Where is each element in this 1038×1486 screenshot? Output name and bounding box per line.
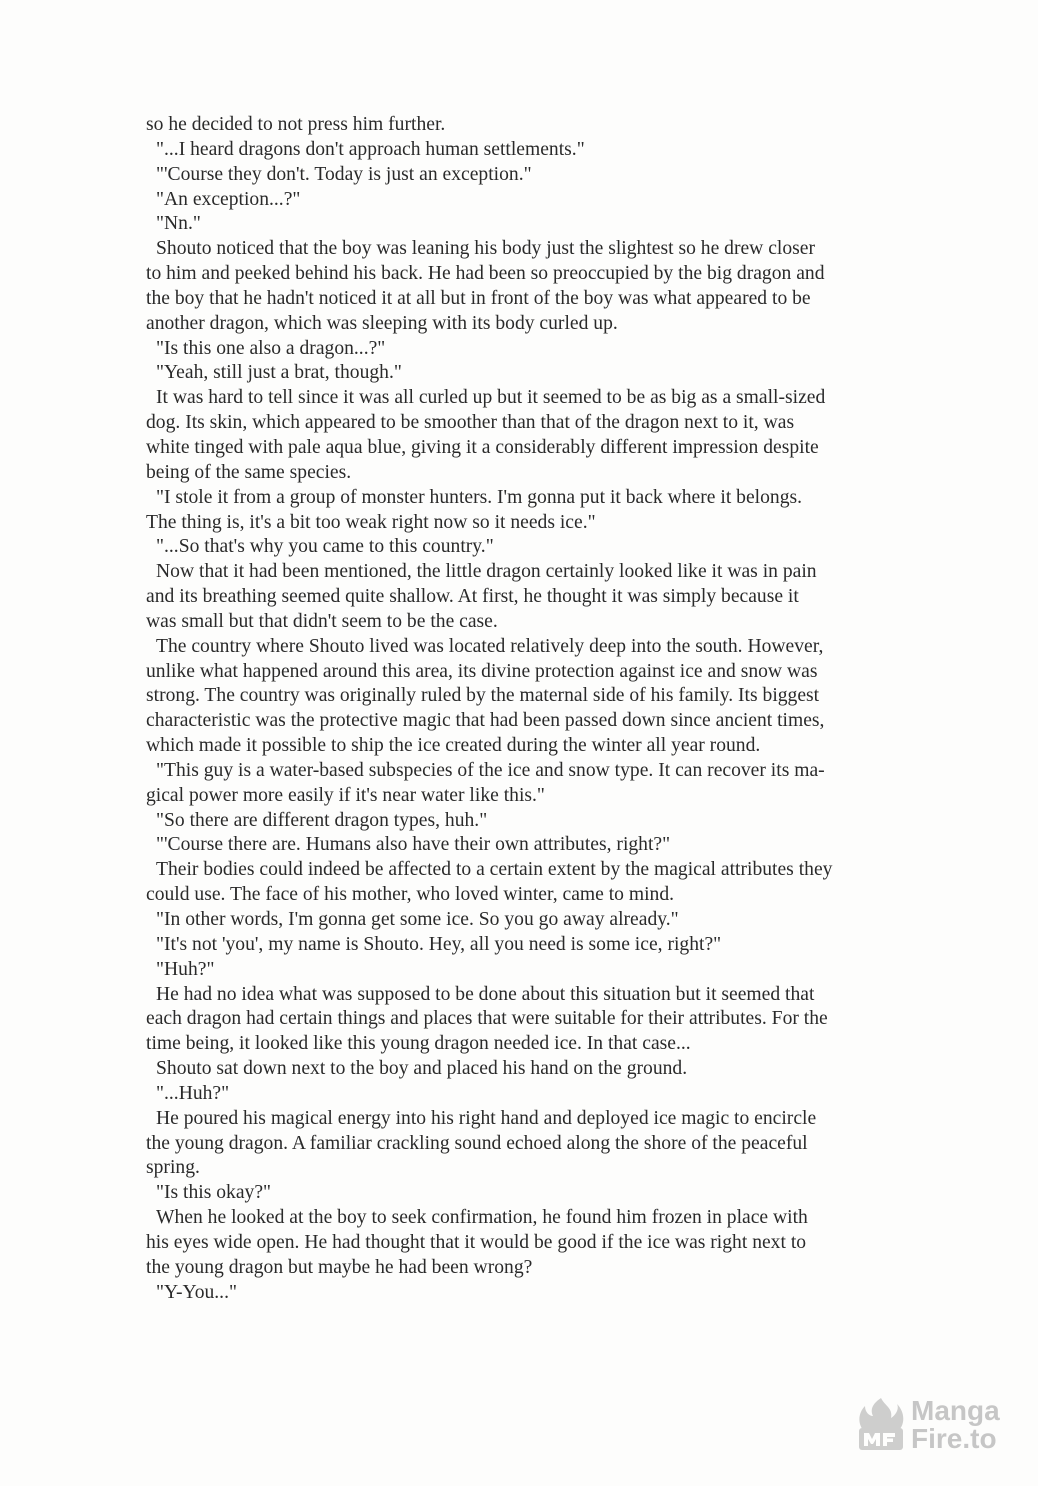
text-line: "So there are different dragon types, huh." [156, 809, 488, 831]
text-line: "'Course they don't. Today is just an exception." [156, 163, 532, 185]
text-line: It was hard to tell since it was all curled up but it seemed to be as big as a small-sized [156, 387, 826, 409]
text-line: "Nn." [156, 213, 201, 235]
text-line: to him and peeked behind his back. He had been so preoccupied by the big dragon and [146, 263, 825, 285]
text-line: could use. The face of his mother, who loved winter, came to mind. [146, 884, 675, 906]
text-line: the young dragon but maybe he had been wrong? [146, 1256, 533, 1278]
text-line: strong. The country was originally ruled by the maternal side of his family. Its biggest [146, 685, 820, 707]
body-text [146, 113, 936, 1306]
text-line: spring. [146, 1157, 200, 1179]
text-line: "In other words, I'm gonna get some ice. So you go away already." [156, 909, 679, 930]
text-line: Their bodies could indeed be affected to a certain extent by the magical attributes they [156, 859, 833, 881]
flame-mf-logo-icon [855, 1396, 907, 1452]
text-line: being of the same species. [146, 461, 352, 483]
text-line: another dragon, which was sleeping with its body curled up. [146, 312, 618, 334]
text-line: Shouto sat down next to the boy and placed his hand on the ground. [156, 1058, 688, 1080]
text-line: the boy that he hadn't noticed it at all but in front of the boy was what appeared to be [146, 287, 811, 309]
text-line: He poured his magical energy into his right hand and deployed ice magic to encircle [156, 1107, 817, 1129]
text-line: the young dragon. A familiar crackling sound echoed along the shore of the peaceful [146, 1132, 808, 1154]
text-line: "Huh?" [156, 958, 215, 980]
text-line: When he looked at the boy to seek confirmation, he found him frozen in place with [156, 1207, 808, 1229]
text-line: "...So that's why you came to this country." [156, 536, 494, 558]
text-line: and its breathing seemed quite shallow. At first, he thought it was simply because it [146, 586, 799, 608]
watermark-text-line2: Fire.to [911, 1423, 997, 1454]
text-line: time being, it looked like this young dragon needed ice. In that case... [146, 1033, 691, 1055]
watermark-logo [855, 1392, 1015, 1462]
text-line: his eyes wide open. He had thought that it would be good if the ice was right next to [146, 1231, 807, 1253]
text-line: gical power more easily if it's near water like this." [146, 784, 545, 806]
watermark-text-line1: Manga [911, 1395, 1000, 1426]
text-line: so he decided to not press him further. [146, 114, 446, 135]
text-line: characteristic was the protective magic that had been passed down since ancient times, [146, 710, 825, 732]
text-line: "...I heard dragons don't approach human settlements." [156, 138, 585, 160]
text-line: "Is this okay?" [156, 1182, 272, 1204]
text-line: "An exception...?" [156, 188, 301, 210]
text-line: "This guy is a water-based subspecies of the ice and snow type. It can recover its ma- [156, 759, 825, 781]
text-line: "'Course there are. Humans also have their own attributes, right?" [156, 834, 671, 856]
text-line: dog. Its skin, which appeared to be smoother than that of the dragon next to it, was [146, 412, 795, 434]
text-line: which made it possible to ship the ice created during the winter all year round. [146, 735, 761, 757]
text-line: "Is this one also a dragon...?" [156, 337, 386, 359]
text-line: each dragon had certain things and places that were suitable for their attributes. For the [146, 1008, 828, 1030]
text-line: The thing is, it's a bit too weak right now so it needs ice." [146, 511, 596, 533]
text-line: Now that it had been mentioned, the little dragon certainly looked like it was in pain [156, 561, 817, 583]
text-line: He had no idea what was supposed to be done about this situation but it seemed that [156, 983, 815, 1005]
text-line: "I stole it from a group of monster hunters. I'm gonna put it back where it belongs. [156, 486, 803, 508]
text-line: white tinged with pale aqua blue, giving it a considerably different impression despite [146, 436, 819, 458]
text-line: The country where Shouto lived was located relatively deep into the south. However, [156, 635, 824, 657]
text-line: "...Huh?" [156, 1082, 230, 1104]
text-line: unlike what happened around this area, its divine protection against ice and snow was [146, 660, 818, 682]
text-line: Shouto noticed that the boy was leaning his body just the slightest so he drew closer [156, 238, 816, 260]
text-line: "Y-You..." [156, 1281, 237, 1303]
text-line: was small but that didn't seem to be the case. [146, 610, 498, 632]
text-line: "Yeah, still just a brat, though." [156, 362, 402, 384]
text-line: "It's not 'you', my name is Shouto. Hey, all you need is some ice, right?" [156, 933, 722, 955]
